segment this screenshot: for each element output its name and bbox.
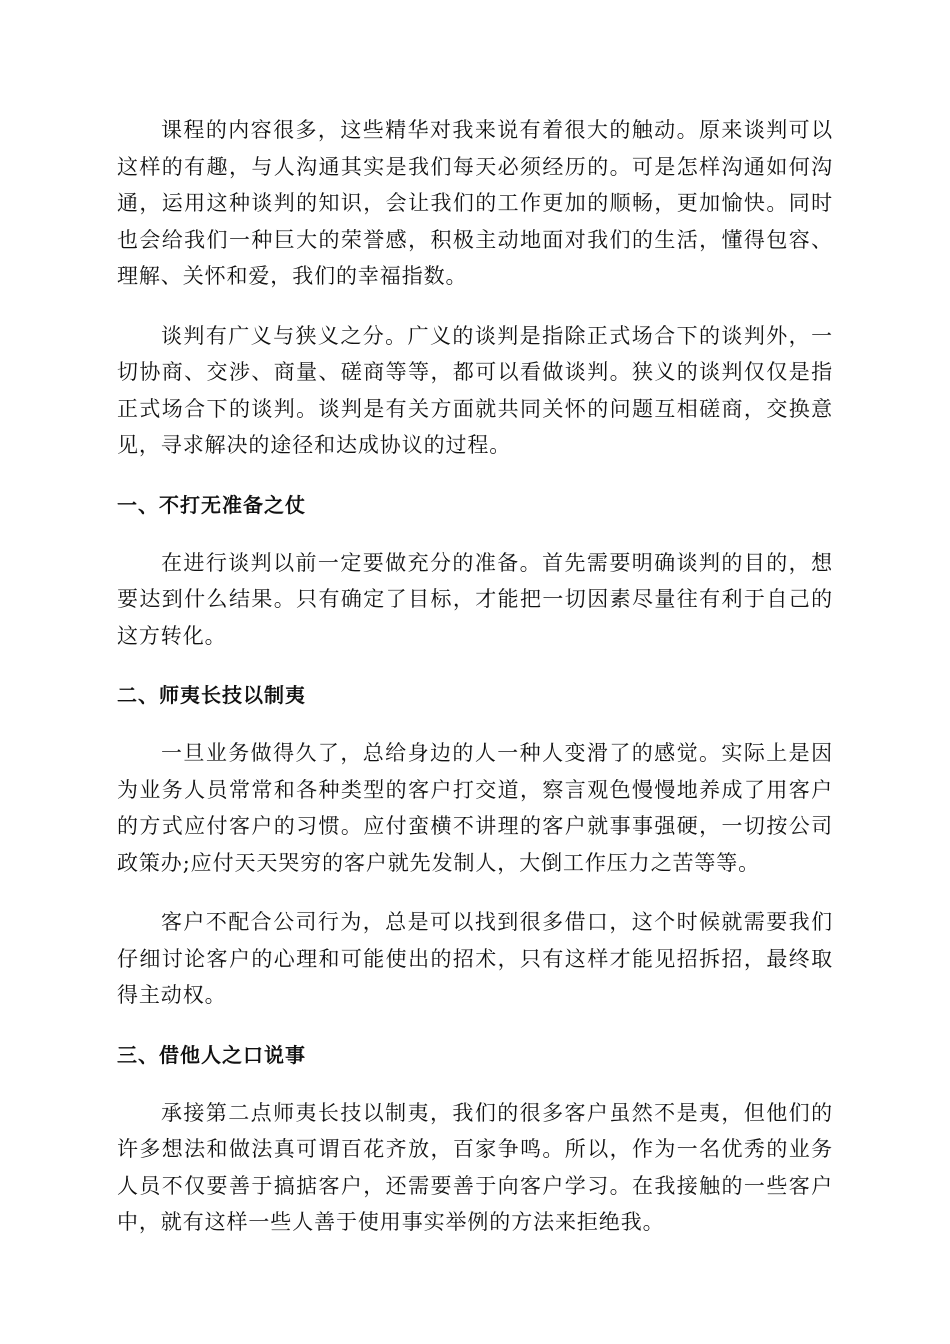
- paragraph-customer-excuses: 客户不配合公司行为，总是可以找到很多借口，这个时候就需要我们仔细讨论客户的心理和可能使出的招术，只有这样才能见招拆招，最终取得主动权。: [117, 910, 833, 1007]
- paragraph-business-experience: 一旦业务做得久了，总给身边的人一种人变滑了的感觉。实际上是因为业务人员常常和各种类型的客户打交道，察言观色慢慢地养成了用客户的方式应付客户的习惯。应付蛮横不讲理的客户就事事强硬，一切按公司政策办;应付天天哭穷的客户就先发制人，大倒工作压力之苦等等。: [117, 741, 833, 875]
- section-heading-1: 一、不打无准备之仗: [117, 492, 306, 517]
- section-heading-3: 三、借他人之口说事: [117, 1042, 306, 1067]
- document-body: [117, 112, 833, 1264]
- paragraph-negotiation-definition: 谈判有广义与狭义之分。广义的谈判是指除正式场合下的谈判外，一切协商、交涉、商量、磋商等等，都可以看做谈判。狭义的谈判仅仅是指正式场合下的谈判。谈判是有关方面就共同关怀的问题互相磋商，交换意见，寻求解决的途径和达成协议的过程。: [117, 323, 833, 457]
- paragraph-preparation: 在进行谈判以前一定要做充分的准备。首先需要明确谈判的目的，想要达到什么结果。只有确定了目标，才能把一切因素尽量往有利于自己的这方转化。: [117, 550, 833, 648]
- section-heading-2: 二、师夷长技以制夷: [117, 683, 306, 707]
- paragraph-learn-from-customers: 承接第二点师夷长技以制夷，我们的很多客户虽然不是夷，但他们的许多想法和做法真可谓百花齐放，百家争鸣。所以，作为一名优秀的业务人员不仅要善于搞掂客户，还需要善于向客户学习。在我接触的一些客户中，就有这样一些人善于使用事实举例的方法来拒绝我。: [117, 1100, 833, 1234]
- paragraph-course-impression: 课程的内容很多，这些精华对我来说有着很大的触动。原来谈判可以这样的有趣，与人沟通其实是我们每天必须经历的。可是怎样沟通如何沟通，运用这种谈判的知识，会让我们的工作更加的顺畅，更加愉快。同时也会给我们一种巨大的荣誉感，积极主动地面对我们的生活，懂得包容、理解、关怀和爱，我们的幸福指数。: [117, 118, 833, 288]
